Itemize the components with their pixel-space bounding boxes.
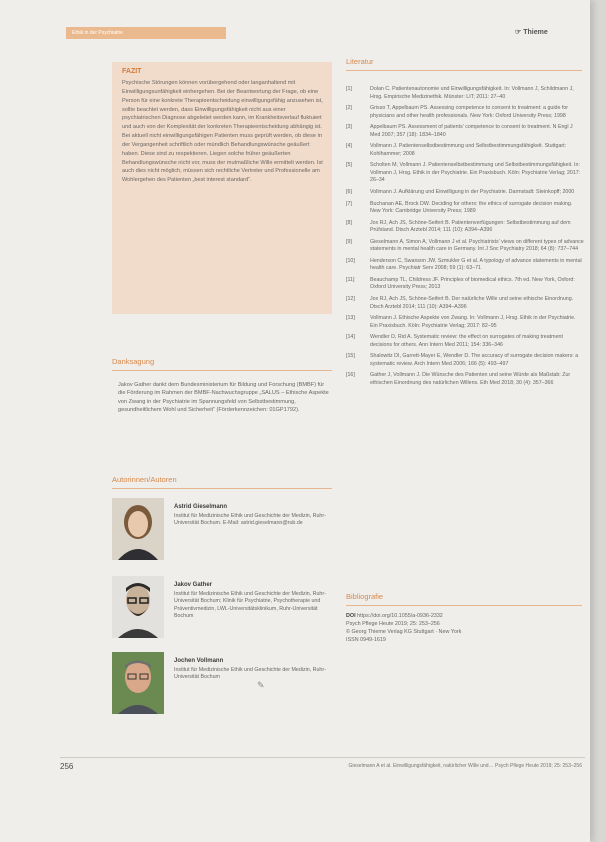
reference-list <box>346 86 584 392</box>
fazit-box <box>112 62 332 314</box>
reference-number: [2] <box>346 105 352 112</box>
reference-text: Appelbaum PS. Assessment of patients’ competence to consent to treatment. N Engl J Med 2007; 357 (18): 1834–1840 <box>370 124 573 138</box>
author-card <box>112 576 332 640</box>
copyright-line: © Georg Thieme Verlag KG Stuttgart · New York <box>346 629 462 635</box>
reference-number: [16] <box>346 372 355 379</box>
reference-text: Grisso T, Appelbaum PS. Assessing competence to consent to treatment: a guide for physicians and other health professionals. New York: Oxford University Press; 1998 <box>370 105 569 119</box>
author-affiliation: Institut für Medizinische Ethik und Geschichte der Medizin, Ruhr-Universität Bochum. E-Mail: astrid.gieselmann@rub.de <box>174 513 326 527</box>
reference-item <box>346 372 584 387</box>
footer-rule <box>60 757 585 758</box>
reference-item <box>346 189 584 197</box>
reference-item <box>346 277 584 292</box>
author-photo-icon <box>112 652 164 714</box>
reference-number: [5] <box>346 162 352 169</box>
section-header-bar <box>66 27 226 39</box>
danksagung-rule <box>112 370 332 371</box>
reference-number: [7] <box>346 200 352 207</box>
reference-number: [10] <box>346 257 355 264</box>
reference-item <box>346 315 584 330</box>
reference-number: [1] <box>346 86 352 92</box>
reference-item <box>346 105 584 120</box>
danksagung-text: Jakov Gather dankt dem Bundesministerium für Bildung und Forschung (BMBF) für die Förderung im Rahmen der BMBF-Nachwuchsgruppe „SALUS – Ethische Aspekte von Zwang in der Psychiatrie im Spannungsfeld von Selbstbestimmung, gesundheitlichem Wohl und Sicherheit“ (Förderkennzeichen: 01GP1792). <box>118 382 329 414</box>
reference-number: [9] <box>346 238 352 245</box>
journal-line: Psych Pflege Heute 2019; 25: 253–256 <box>346 621 440 627</box>
publisher-logo: ☞ Thieme <box>515 29 548 36</box>
author-affiliation: Institut für Medizinische Ethik und Geschichte der Medizin, Ruhr-Universität Bochum <box>174 667 326 681</box>
reference-number: [15] <box>346 353 355 360</box>
reference-item <box>346 86 584 101</box>
reference-text: Jox RJ, Ach JS, Schöne-Seifert B. Patientenverfügungen: Selbstbestimmung auf dem Prüfstand. Dtsch Arztebl 2014; 111 (10): A394–A396 <box>370 219 571 234</box>
author-photo-icon <box>112 576 164 638</box>
reference-text: Wendler D, Rid A. Systematic review: the effect on surrogates of making treatment decisions for others. Ann Intern Med 2011; 154: 336–346 <box>370 334 563 348</box>
pen-mark-icon: ✎ <box>257 680 265 690</box>
reference-text: Vollmann J. Patientenselbstbestimmung und Selbstbestimmungsfähigkeit. Stuttgart: Kohlhammer; 2008 <box>370 143 567 157</box>
author-name: Jakov Gather <box>174 582 213 588</box>
page-number: 256 <box>60 762 74 771</box>
reference-text: Buchanan AE, Brock DW. Deciding for others: the ethics of surrogate decision making. New York: Cambridge University Press; 1989 <box>370 200 573 215</box>
section-header-label: Ethik in der Psychiatrie <box>72 30 123 36</box>
author-affiliation: Institut für Medizinische Ethik und Geschichte der Medizin, Ruhr-Universität Bochum; Klinik für Psychiatrie, Psychotherapie und Präventivmedizin, LWL-Universitätsklinikum, Ruhr-Universität Bochum <box>174 591 326 619</box>
reference-number: [3] <box>346 124 352 131</box>
danksagung-title: Danksagung <box>112 357 155 366</box>
doi-link[interactable]: https://doi.org/10.1055/a-0936-2332 <box>357 613 443 619</box>
reference-item <box>346 201 584 216</box>
author-name: Astrid Gieselmann <box>174 504 228 510</box>
avatar <box>112 652 164 714</box>
author-photo-icon <box>112 498 164 560</box>
author-card <box>112 498 332 562</box>
bibliografie-rule <box>346 605 582 606</box>
reference-item <box>346 296 584 311</box>
reference-text: Vollmann J. Aufklärung und Einwilligung in der Psychiatrie. Darmstadt: Steinkopff; 2000 <box>370 189 575 196</box>
reference-number: [8] <box>346 219 352 226</box>
reference-text: Henderson C, Swanson JW, Szmukler G et al. A typology of advance statements in mental health care. Psychiatr Serv 2008; 59 (1): 63–71 <box>370 257 582 272</box>
reference-item <box>346 258 584 273</box>
reference-item <box>346 124 584 139</box>
reference-text: Jox RJ, Ach JS, Schöne-Seifert B. Der natürliche Wille und seine ethische Einordnung. Dtsch Arztebl 2014; 111 (10): A394–A396 <box>370 296 574 310</box>
footer-citation: Gieselmann A et al. Einwilligungsfähigkeit, natürlicher Wille und… Psych Pflege Heute 2019; 25: 253–256 <box>348 763 582 769</box>
reference-item <box>346 334 584 349</box>
reference-text: Beauchamp TL, Childress JF. Principles of biomedical ethics. 7th ed. New York, Oxford: Oxford University Press; 2013 <box>370 276 575 291</box>
reference-text: Dolan C. Patientenautonomie und Einwilligungsfähigkeit. In: Vollmann J, Schildmann J, Hrsg. Empirische Medizinethik. Münster: LIT; 2011: 27–40 <box>370 86 574 100</box>
reference-number: [4] <box>346 143 352 150</box>
author-name: Jochen Vollmann <box>174 658 224 664</box>
reference-item <box>346 162 584 185</box>
reference-item <box>346 239 584 254</box>
reference-text: Vollmann J. Ethische Aspekte von Zwang. In: Vollmann J, Hrsg. Ethik in der Psychiatrie. Ein Praxisbuch. Köln: Psychiatrie Verlag; 2017: 82–95 <box>370 315 576 329</box>
reference-text: Scholten M, Vollmann J. Patientenselbstbestimmung und Selbstbestimmungsfähigkeit. In: Vollmann J, Hrsg. Ethik in der Psychiatrie. Ein Praxisbuch. Köln: Psychiatrie Verlag; 2017: 26–34 <box>370 162 581 184</box>
avatar <box>112 576 164 638</box>
fazit-text: Psychische Störungen können vorübergehend oder langanhaltend mit Einwilligungsunfähigkeit einhergehen. Bei der Beantwortung der Frage, ob eine Person für eine konkrete Therapieentscheidung einwilligungsfähig anzusehen ist, sollte beachtet werden, dass Einwilligungsfähigkeit nicht aus einer psychiatrischen Diagnose abgeleitet werden kann, im Krankheitsverlauf fluktuiert und auch von der Komplexität der konkreten Therapieentscheidung abhängig ist. Bei aktuell nicht einwilligungsfähigen Patienten muss geprüft werden, ob diese in der Vergangenheit schriftlich oder mündlich Behandlungswünsche geäußert haben. Diese sind zu respektieren. Liegen solche früher geäußerten Behandlungswünsche nicht vor, muss der mutmaßliche Wille ermittelt werden. Ist auch dies nicht möglich, müssen sich rechtliche Vertreter und Professionelle am Wohlergehen des Patienten „best interest standard“. <box>122 80 323 184</box>
issn-line: ISSN 0949-1619 <box>346 637 386 643</box>
autoren-rule <box>112 488 332 489</box>
bibliografie-title: Bibliografie <box>346 592 384 601</box>
reference-number: [14] <box>346 334 355 341</box>
author-card <box>112 652 332 716</box>
reference-text: Shalowitz DI, Garrett-Mayer E, Wendler D. The accuracy of surrogate decision makers: a systematic review. Arch Intern Med 2006; 166 (5): 493–497 <box>370 353 579 367</box>
doi-line <box>346 612 576 620</box>
reference-item <box>346 143 584 158</box>
reference-number: [6] <box>346 189 352 196</box>
avatar <box>112 498 164 560</box>
bibliografie-block <box>346 612 576 644</box>
doi-label: DOI <box>346 613 356 619</box>
reference-number: [11] <box>346 276 355 283</box>
fazit-title: FAZIT <box>122 68 142 75</box>
reference-text: Gieselmann A, Simon A, Vollmann J et al. Psychiatrists’ views on different types of advance statements in mental health care in Germany. Int J Soc Psychiatry 2018; 64 (8): 737–744 <box>370 238 584 253</box>
autoren-title: Autorinnen/Autoren <box>112 475 177 484</box>
reference-number: [13] <box>346 315 355 322</box>
reference-number: [12] <box>346 296 355 303</box>
reference-item <box>346 353 584 368</box>
literatur-rule <box>346 70 582 71</box>
reference-text: Gather J, Vollmann J. Die Wünsche des Patienten und seine Würde als Maßstab: Zur ethischen Einordnung des natürlichen Willens. Eth Med 2018; 30 (4): 357–366 <box>370 372 571 386</box>
literatur-title: Literatur <box>346 57 374 66</box>
reference-item <box>346 220 584 235</box>
